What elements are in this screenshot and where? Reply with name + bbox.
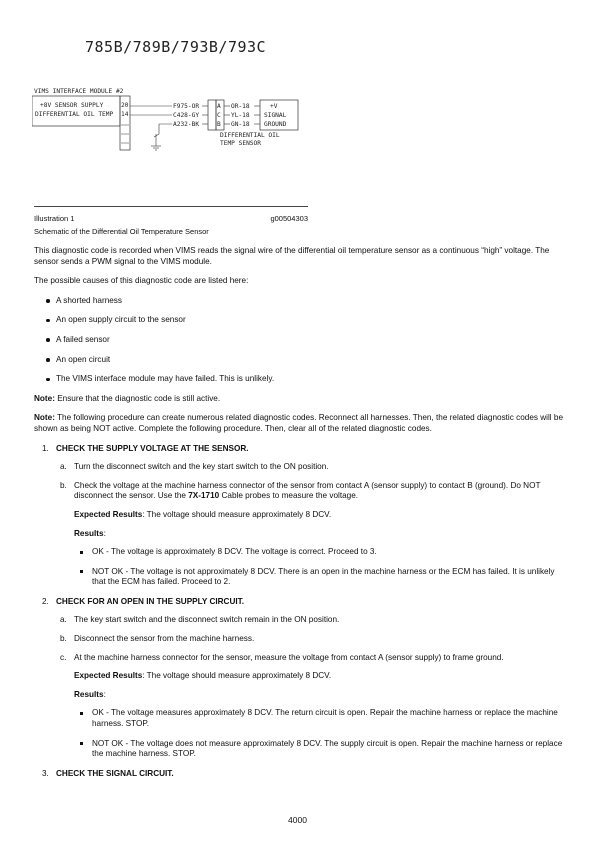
note-text: Ensure that the diagnostic code is still active. [54,393,221,403]
pin-number: 14 [121,111,129,118]
expected-results [74,671,564,682]
harness-code: YL-18 [231,112,250,119]
note-1 [34,394,564,405]
part-number: 7X-1710 [188,491,220,501]
list-item: NOT OK - The voltage is not approximately 8 DCV. There is an open in the machine harness or the ECM has failed. It is unlikely that the ECM has failed. Proceed to 2. [80,567,564,588]
causes-list [34,296,564,385]
substep [52,615,564,626]
step-title: CHECK FOR AN OPEN IN THE SUPPLY CIRCUIT. [56,596,245,606]
procedure-step-3 [34,769,564,780]
note-label: Note: [34,393,55,403]
harness-code: GN-18 [231,121,250,128]
expected-label: Expected Results [74,671,143,681]
list-item: An open circuit [46,355,564,366]
results-label: Results [74,528,104,538]
substep-letter: a. [60,615,67,625]
module-row-label: +8V SENSOR SUPPLY [40,102,104,109]
list-item: OK - The voltage measures approximately 8 DCV. The return circuit is open. Repair the machine harness or replace the machine harness. STOP. [80,708,564,729]
contact-letter: B [217,121,221,128]
list-item: An open supply circuit to the sensor [46,315,564,326]
results-list [80,708,564,759]
substep-letter: a. [60,462,67,472]
illustration-label: Illustration 1 [34,214,75,223]
document-body [34,246,564,787]
substep [52,481,564,502]
sensor-schematic [32,84,312,159]
procedure-step-2 [34,597,564,608]
sensor-pin-label: +V [270,103,278,110]
step-number: 1. [42,443,49,453]
step-number: 2. [42,596,49,606]
expected-text: : The voltage should measure approximately 8 DCV. [142,671,332,681]
substep-letter: b. [60,634,67,644]
substep-text: Turn the disconnect switch and the key start switch to the ON position. [74,462,329,472]
sensor-pin-label: GROUND [264,121,287,128]
note-label: Note: [34,413,55,423]
illustration-info [34,214,308,223]
substep-letter: c. [60,652,67,662]
results-colon: : [103,528,106,538]
substep-text: Cable probes to measure the voltage. [219,491,359,501]
substep-text: At the machine harness connector for the sensor, measure the voltage from contact A (sensor supply) to frame ground. [74,652,504,662]
results-heading [74,690,564,701]
wire-code: A232-BK [173,121,200,128]
substep-text: Disconnect the sensor from the machine harness. [74,634,255,644]
substep-text: The key start switch and the disconnect switch remain in the ON position. [74,615,340,625]
module-row-label: DIFFERENTIAL OIL TEMP [35,111,114,118]
pin-number: 20 [121,102,129,109]
note-text: The following procedure can create numerous related diagnostic codes. Reconnect all harnesses. Then, the related diagnostic codes will be shown as being NOT active. Complete the following procedure. Then, clear all of the related diagnostic codes. [34,413,563,433]
results-heading [74,529,564,540]
expected-text: : The voltage should measure approximately 8 DCV. [142,509,332,519]
page-number: 4000 [288,815,307,825]
results-colon: : [103,689,106,699]
step-number: 3. [42,768,49,778]
illustration-caption: Schematic of the Differential Oil Temperature Sensor [34,227,209,236]
list-item: NOT OK - The voltage does not measure approximately 8 DCV. The supply circuit is open. Repair the machine harness or replace the machine harness. STOP. [80,739,564,760]
contact-letter: A [217,103,221,110]
sensor-pin-label: SIGNAL [264,112,287,119]
module-label: VIMS INTERFACE MODULE #2 [34,88,124,95]
illustration-id: g00504303 [270,214,308,223]
substep-letter: b. [60,480,67,490]
substep [52,653,564,664]
sensor-label: DIFFERENTIAL OIL [220,132,280,139]
list-item: A failed sensor [46,335,564,346]
substep [52,634,564,645]
list-item: The VIMS interface module may have failed. This is unlikely. [46,374,564,385]
procedure-step-1 [34,444,564,455]
document-title: 785B/789B/793B/793C [85,38,267,56]
expected-label: Expected Results [74,509,143,519]
list-item: A shorted harness [46,296,564,307]
contact-letter: C [217,112,221,119]
step-title: CHECK THE SIGNAL CIRCUIT. [56,768,174,778]
step-title: CHECK THE SUPPLY VOLTAGE AT THE SENSOR. [56,443,249,453]
substep [52,462,564,473]
wire-code: F975-OR [173,103,200,110]
intro-paragraph: This diagnostic code is recorded when VIMS reads the signal wire of the differential oil temperature sensor as a continuous “high” voltage. The sensor sends a PWM signal to the VIMS module. [34,246,550,266]
results-list [80,547,564,588]
expected-results [74,510,564,521]
causes-intro: The possible causes of this diagnostic code are listed here: [34,276,249,286]
harness-code: OR-18 [231,103,250,110]
substep-text: Check the voltage at the machine harness connector of the sensor from contact A (sensor supply) to contact B (ground). Do NOT disconnect the sensor. Use the [74,480,541,501]
list-item: OK - The voltage is approximately 8 DCV. The voltage is correct. Proceed to 3. [80,547,564,558]
wire-code: C428-GY [173,112,200,119]
sensor-label: TEMP SENSOR [220,140,261,147]
illustration-divider [34,206,308,207]
results-label: Results [74,689,104,699]
note-2 [34,413,564,434]
